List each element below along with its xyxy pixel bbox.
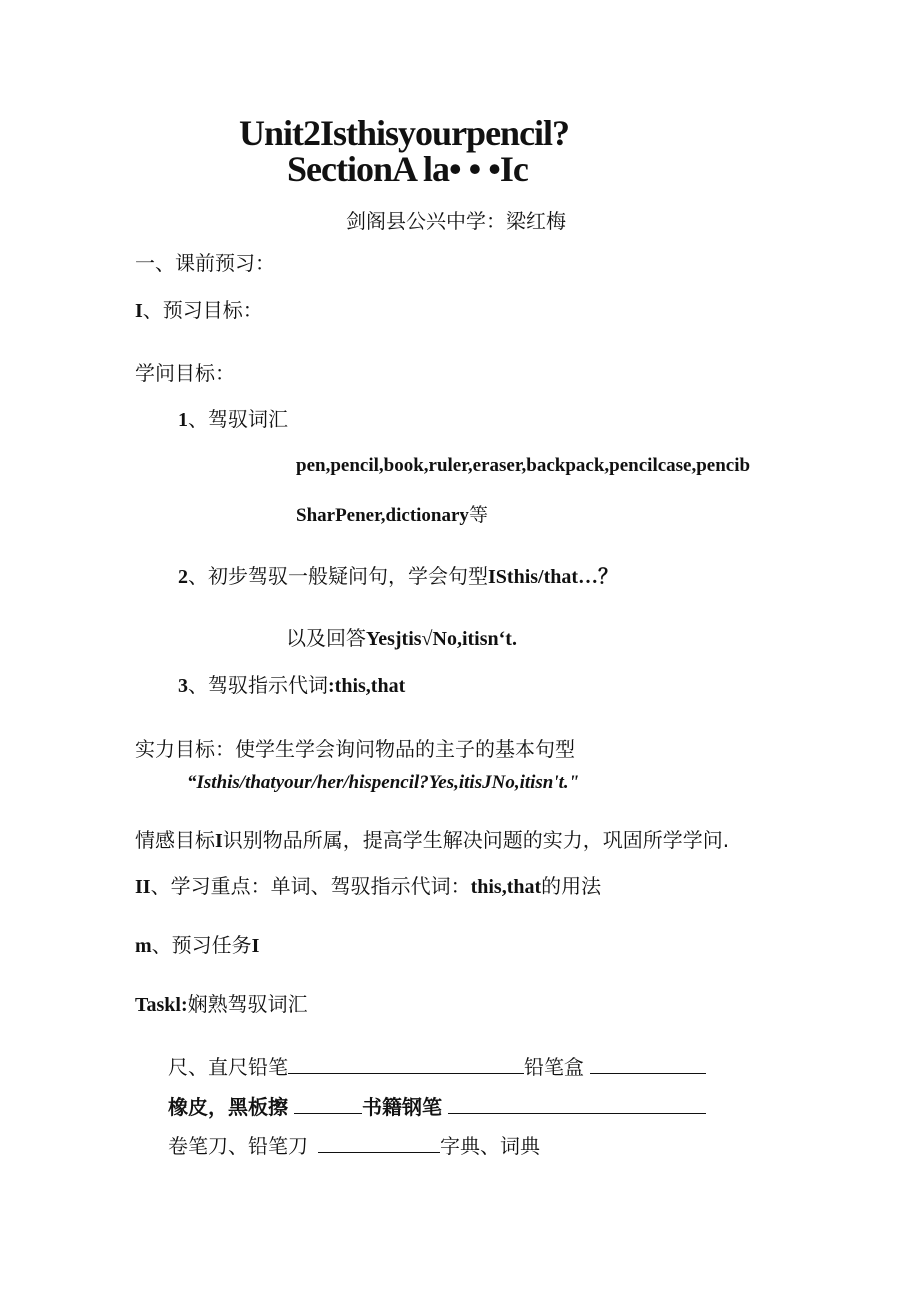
item-3-en: :this,that: [328, 675, 406, 697]
task-1-en: Taskl:: [135, 994, 188, 1016]
exercise-row-3: [168, 1130, 540, 1159]
goals-heading-num: I: [135, 300, 143, 322]
blank-pencil-case[interactable]: [590, 1053, 706, 1074]
key-points-tail: 的用法: [541, 874, 602, 898]
vocab-line-2: [296, 500, 488, 527]
emotion-goal-b: 识别物品所属，提高学生解决问题的实力，巩固所学学问.: [222, 828, 730, 852]
author-line: 剑阁县公兴中学：梁红梅: [346, 209, 566, 233]
item-3-num: 3: [178, 675, 188, 697]
item-1: [178, 403, 288, 432]
tasks-num: m: [135, 935, 152, 957]
item-3-cn: 、驾驭指示代词: [188, 673, 328, 697]
task-1-cn: 娴熟驾驭词汇: [187, 992, 308, 1016]
exercise-row-2-b: 书籍钢笔: [362, 1095, 442, 1119]
exercise-row-1-b: 铅笔盒: [524, 1055, 584, 1079]
tasks-i: I: [251, 935, 260, 957]
key-points: [135, 870, 601, 899]
exercise-row-2: [168, 1091, 706, 1120]
vocab-line-1: pen,pencil,book,ruler,eraser,backpack,pencilcase,pencib: [296, 455, 751, 476]
title-line-2: SectionA la• • •Ic: [287, 149, 528, 189]
answer-cn: 以及回答: [286, 626, 366, 650]
item-2-en: IStһis/that…？: [488, 566, 619, 588]
item-2-num: 2: [178, 566, 188, 588]
tasks-heading: [135, 929, 259, 958]
exercise-row-1: [168, 1051, 706, 1080]
emotion-goal: [135, 824, 729, 853]
ability-goal: 实力目标：使学生学会询问物品的主子的基本句型: [135, 737, 575, 761]
item-3: [178, 669, 405, 698]
answer-en: Yesjtis√No,itisnʻt.: [366, 628, 517, 650]
title-line-1: Unit2Isthisyourpencil?: [239, 113, 570, 153]
key-points-en: this,that: [470, 876, 542, 898]
vocab-line-2-en: SharPener,dictionary: [296, 505, 469, 526]
key-points-num: II: [135, 876, 151, 898]
knowledge-goals: 学问目标：: [135, 361, 235, 385]
key-points-cn: 、学习重点：单词、驾驭指示代词：: [150, 874, 471, 898]
goals-heading: [135, 294, 263, 323]
exercise-row-2-a: 橡皮，黑板擦: [168, 1095, 288, 1119]
blank-ruler-pencil[interactable]: [288, 1053, 524, 1074]
answer-line: [286, 622, 517, 651]
blank-book-pen[interactable]: [448, 1093, 706, 1114]
exercise-row-3-a: 卷笔刀、铅笔刀: [168, 1134, 308, 1158]
preview-heading: 一、课前预习：: [135, 251, 275, 275]
blank-eraser[interactable]: [294, 1093, 362, 1114]
task-1: [135, 988, 308, 1017]
item-1-text: 、驾驭词汇: [188, 407, 288, 431]
item-1-num: 1: [178, 409, 188, 431]
item-2-cn: 、初步驾驭一般疑问句，学会句型: [188, 564, 488, 588]
ability-example: “Isthis/thatyour/her/hispencil?Yes,itisJNo,itisn't.": [187, 772, 580, 793]
tasks-cn: 、预习任务: [151, 933, 252, 957]
vocab-line-2-cn: 等: [468, 504, 488, 526]
item-2: [178, 560, 618, 589]
emotion-goal-i: I: [215, 830, 223, 852]
goals-heading-text: 、预习目标：: [142, 298, 263, 322]
exercise-row-1-a: 尺、直尺铅笔: [168, 1055, 288, 1079]
emotion-goal-a: 情感目标: [135, 828, 215, 852]
exercise-row-3-b: 字典、词典: [440, 1134, 540, 1158]
blank-sharpener[interactable]: [318, 1132, 440, 1153]
